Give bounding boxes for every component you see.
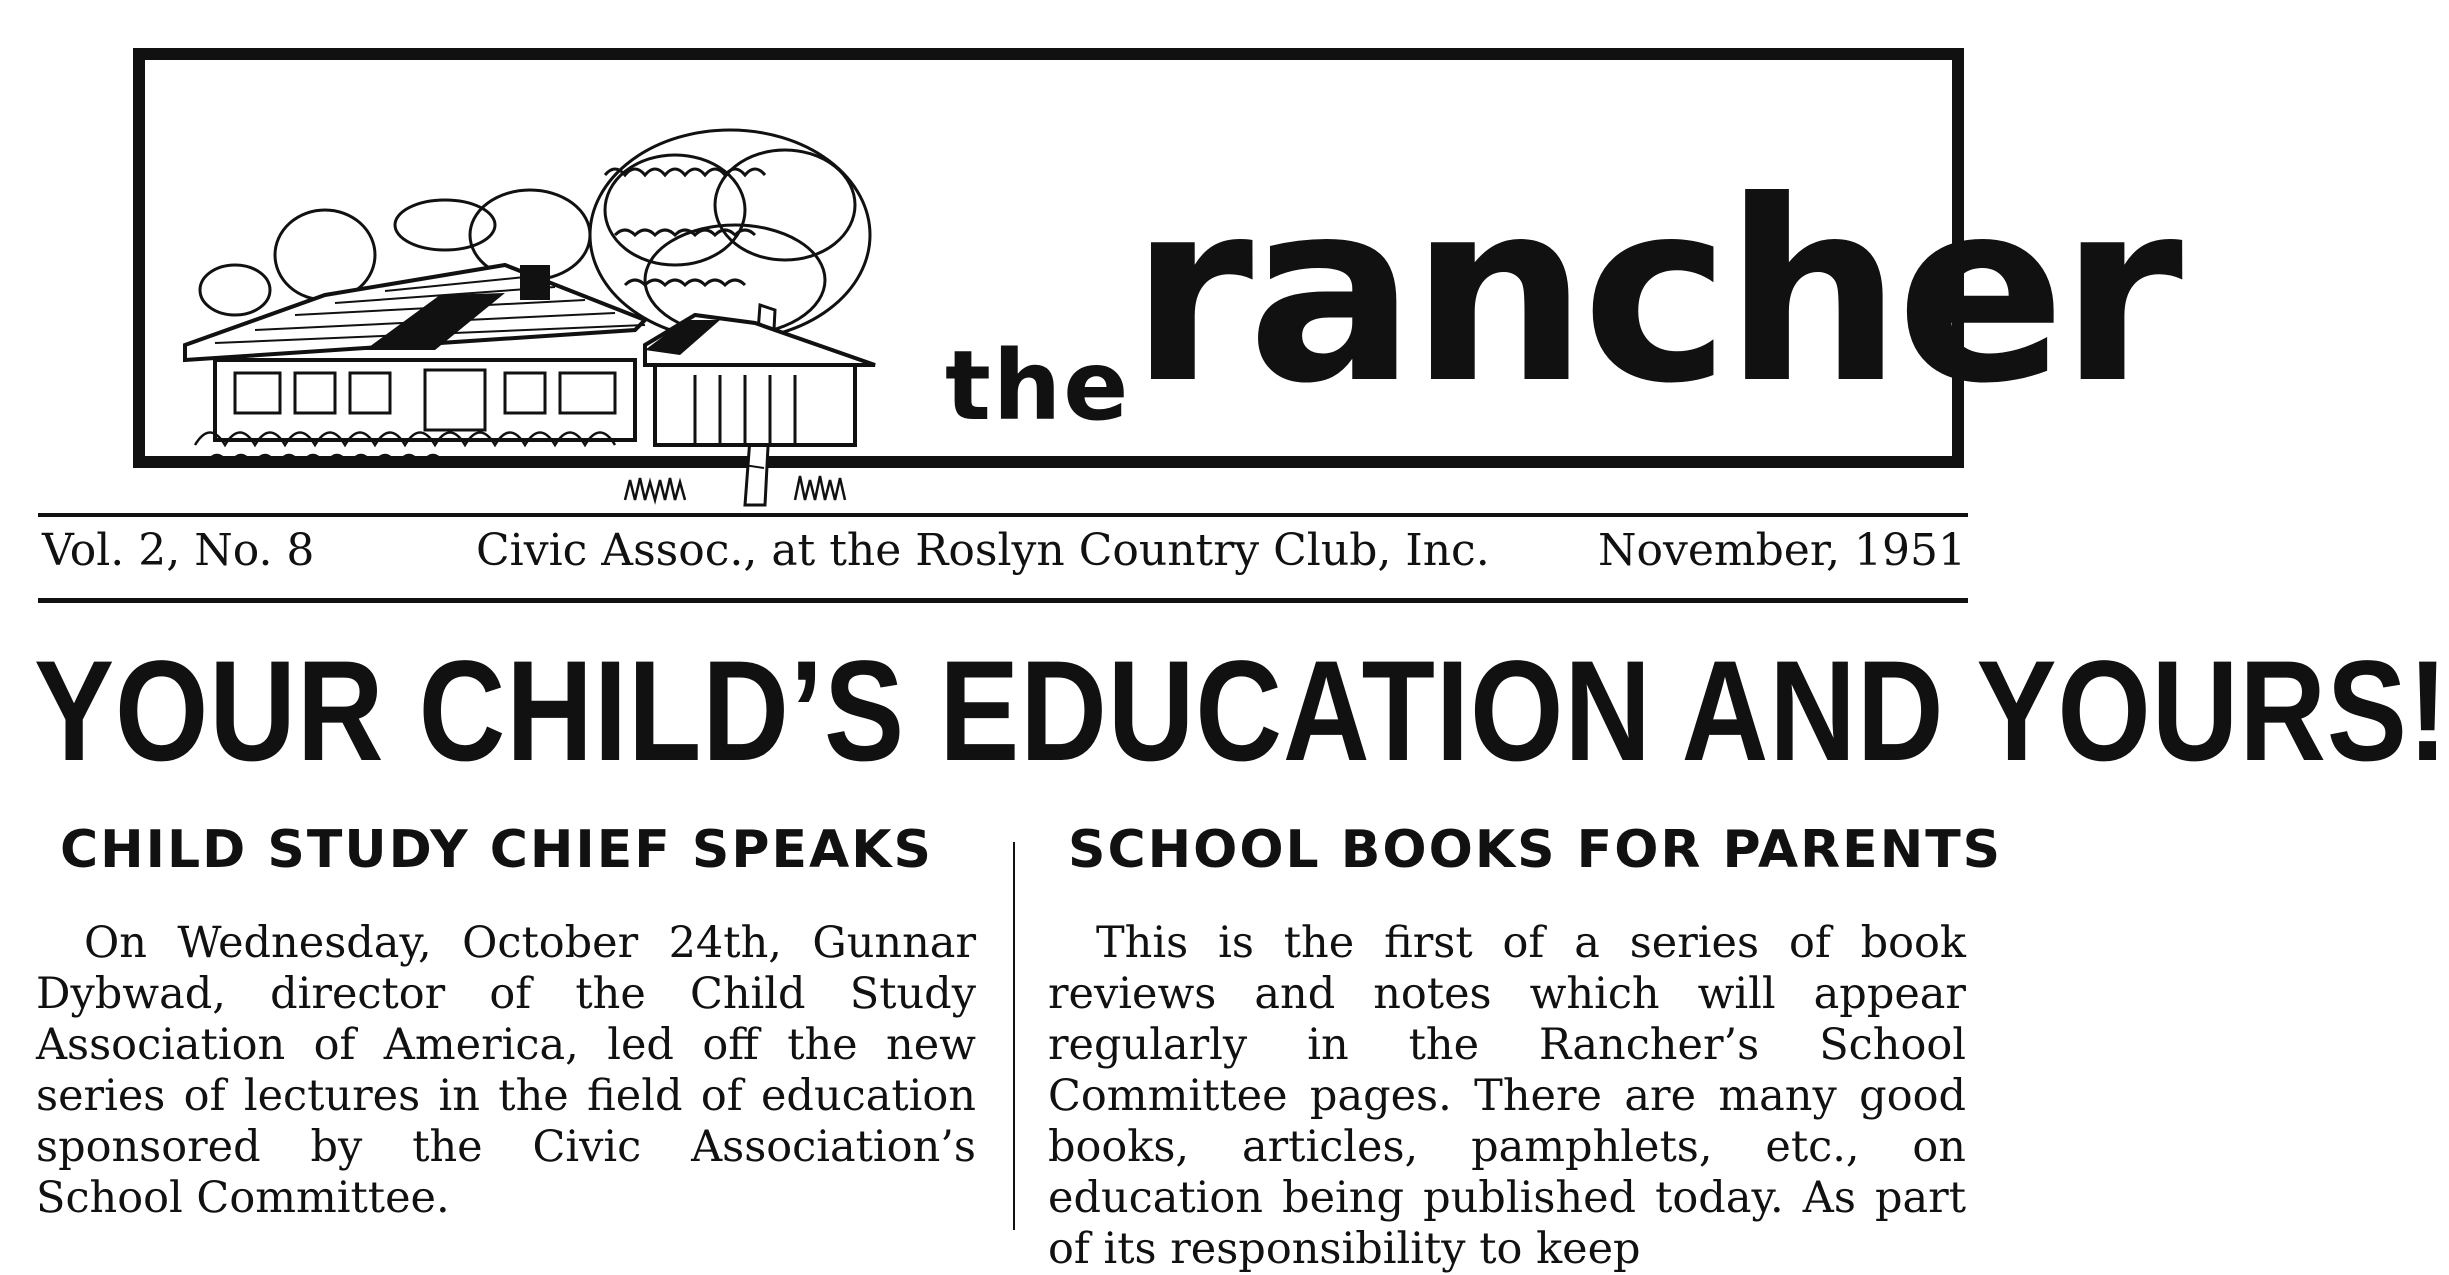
left-column-body: [36, 918, 976, 1224]
bottom-rule: [38, 598, 1968, 603]
left-column-heading: CHILD STUDY CHIEF SPEAKS: [60, 820, 933, 880]
issue-date: November, 1951: [1598, 525, 1966, 576]
headline: YOUR CHILD’S EDUCATION AND YOURS!: [34, 632, 2449, 791]
top-rule: [38, 513, 1968, 517]
right-column-paragraph: This is the first of a series of book reviews and notes which will appear regularly in the Rancher’s School Committee pages. There are many good books, articles, pamphlets, etc., on education being published today. As part of its responsibility to keep: [1048, 918, 1966, 1274]
volume-number: Vol. 2, No. 8: [42, 525, 315, 576]
masthead: [133, 48, 2177, 468]
right-column-heading: SCHOOL BOOKS FOR PARENTS: [1068, 820, 2003, 880]
ranch-house-illustration: [175, 115, 905, 510]
right-column-body: [1048, 918, 1966, 1275]
masthead-the: the: [945, 330, 1131, 442]
masthead-title: rancher: [1130, 147, 2177, 438]
dateline: [38, 525, 1968, 585]
left-column-paragraph: On Wednesday, October 24th, Gunnar Dybwad, director of the Child Study Association of America, led off the new series of lectures in the field of education sponsored by the Civic Association’s School Committee.: [36, 918, 976, 1223]
column-divider: [1013, 842, 1015, 1230]
publisher: Civic Assoc., at the Roslyn Country Club, Inc.: [476, 525, 1490, 576]
